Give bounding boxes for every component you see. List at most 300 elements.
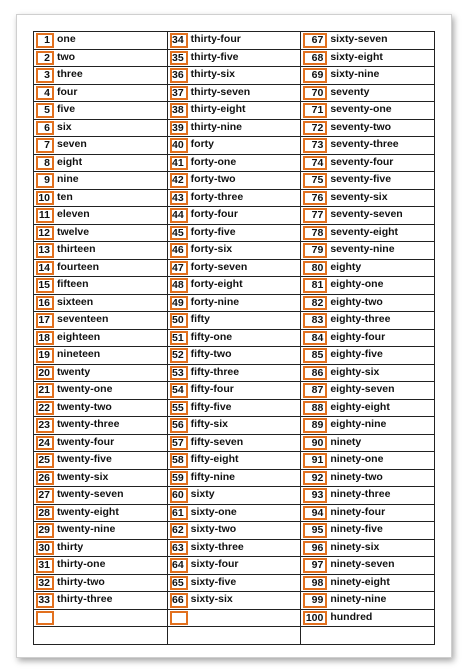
number-box: 23	[36, 418, 54, 433]
number-word: seven	[57, 138, 87, 150]
number-word: ninety-eight	[330, 575, 390, 588]
number-box: 5	[36, 103, 54, 118]
number-word: twenty-three	[57, 418, 120, 430]
table-row	[301, 505, 434, 523]
table-row	[301, 120, 434, 138]
number-word: ten	[57, 190, 73, 203]
table-row	[168, 277, 301, 295]
number-word: ninety-four	[330, 505, 386, 518]
number-word: eighty-six	[330, 365, 380, 378]
table-row	[301, 102, 434, 120]
number-box: 100	[303, 611, 327, 626]
number-box: 33	[36, 593, 54, 608]
number-box: 96	[303, 541, 327, 556]
table-row	[34, 242, 167, 260]
number-word: seventy-five	[330, 173, 392, 185]
number-box: 99	[303, 593, 327, 608]
number-box: 51	[170, 331, 188, 346]
table-row	[168, 592, 301, 610]
number-word: sixty-five	[190, 575, 237, 588]
table-row	[168, 155, 301, 173]
table-row	[301, 610, 434, 628]
number-word: ninety-six	[330, 540, 380, 553]
number-box: 20	[36, 366, 54, 381]
table-row	[301, 295, 434, 313]
number-box: 53	[170, 366, 188, 381]
table-row	[168, 50, 301, 68]
number-word: twenty-seven	[57, 488, 124, 500]
number-word: eight	[57, 155, 83, 168]
table-row	[168, 487, 301, 505]
number-word: sixty-three	[190, 540, 244, 553]
table-row	[168, 120, 301, 138]
number-box: 12	[36, 226, 54, 241]
number-word: twenty-six	[57, 470, 109, 483]
table-row	[34, 172, 167, 190]
number-box: 92	[303, 471, 327, 486]
number-word: fifty-three	[190, 365, 240, 378]
number-word: ninety-seven	[330, 558, 395, 570]
table-row	[34, 365, 167, 383]
number-word: ninety-nine	[330, 593, 387, 605]
number-box: 11	[36, 208, 54, 223]
table-row	[34, 540, 167, 558]
table-row	[34, 137, 167, 155]
table-row	[168, 85, 301, 103]
table-row	[168, 172, 301, 190]
table-row	[301, 137, 434, 155]
table-row	[34, 452, 167, 470]
number-box: 77	[303, 208, 327, 223]
number-word: two	[57, 50, 76, 63]
number-word: sixty-four	[190, 558, 239, 570]
number-word: eighty-two	[330, 295, 383, 308]
table-row	[301, 592, 434, 610]
number-word: thirty-two	[57, 575, 105, 588]
number-box: 69	[303, 68, 327, 83]
number-word: forty-seven	[190, 260, 248, 273]
number-box: 59	[170, 471, 188, 486]
number-word: fifty	[190, 313, 210, 325]
number-box: 89	[303, 418, 327, 433]
number-word: sixty	[190, 488, 215, 500]
column-2	[168, 32, 302, 644]
number-words-table	[33, 31, 435, 645]
number-box: 60	[170, 488, 188, 503]
number-box: 97	[303, 558, 327, 573]
number-word: fifty-six	[190, 418, 229, 430]
number-box: 67	[303, 33, 327, 48]
table-row	[168, 575, 301, 593]
number-box: 24	[36, 436, 54, 451]
number-word: five	[57, 103, 76, 115]
number-word: ninety	[330, 435, 362, 448]
number-box: 74	[303, 156, 327, 171]
table-row	[301, 277, 434, 295]
number-word: thirty-three	[57, 593, 113, 605]
table-row	[168, 102, 301, 120]
number-word: forty-six	[190, 243, 233, 255]
table-row	[301, 172, 434, 190]
table-row	[34, 312, 167, 330]
number-word: twenty-five	[57, 453, 112, 465]
table-row	[168, 557, 301, 575]
number-word: thirty-six	[190, 68, 236, 80]
table-row	[301, 242, 434, 260]
number-word: thirty-seven	[190, 85, 251, 98]
number-word: sixteen	[57, 295, 94, 308]
table-row	[168, 32, 301, 50]
number-word: thirty-one	[57, 558, 106, 570]
number-box: 3	[36, 68, 54, 83]
number-box: 44	[170, 208, 188, 223]
number-word: forty	[190, 138, 215, 150]
number-box: 2	[36, 51, 54, 66]
table-row	[168, 400, 301, 418]
number-box: 68	[303, 51, 327, 66]
number-word: thirty-nine	[190, 120, 243, 133]
number-box: 63	[170, 541, 188, 556]
number-word: sixty-one	[190, 505, 237, 518]
table-row	[34, 435, 167, 453]
number-word: forty-three	[190, 190, 244, 203]
number-word: sixty-nine	[330, 68, 380, 80]
table-row	[168, 417, 301, 435]
number-word: twenty-one	[57, 383, 113, 395]
table-row	[168, 242, 301, 260]
number-word: eighty-one	[330, 278, 384, 290]
number-word: thirty-four	[190, 33, 241, 45]
number-box: 13	[36, 243, 54, 258]
number-box: 81	[303, 278, 327, 293]
number-word: seventy-one	[330, 103, 392, 115]
table-row	[168, 225, 301, 243]
number-box: 45	[170, 226, 188, 241]
number-box: 54	[170, 383, 188, 398]
number-box: 70	[303, 86, 327, 101]
table-row	[34, 505, 167, 523]
table-row	[34, 225, 167, 243]
number-box: 76	[303, 191, 327, 206]
table-row	[168, 347, 301, 365]
table-row	[168, 522, 301, 540]
number-box: 31	[36, 558, 54, 573]
number-box: 66	[170, 593, 188, 608]
table-row	[301, 32, 434, 50]
table-row	[168, 365, 301, 383]
number-word: forty-five	[190, 225, 236, 238]
number-word: thirty-five	[190, 50, 239, 63]
number-word: seventy-seven	[330, 208, 403, 220]
table-row	[34, 330, 167, 348]
number-box: 71	[303, 103, 327, 118]
number-box: 90	[303, 436, 327, 451]
table-row	[34, 592, 167, 610]
number-word: sixty-six	[190, 593, 233, 605]
table-row	[301, 155, 434, 173]
table-row	[168, 435, 301, 453]
number-box: 26	[36, 471, 54, 486]
number-word: forty-four	[190, 208, 238, 220]
table-row	[168, 540, 301, 558]
number-word: seventeen	[57, 313, 109, 325]
table-row	[168, 610, 301, 628]
column-3	[301, 32, 434, 644]
table-row	[301, 330, 434, 348]
number-box: 42	[170, 173, 188, 188]
number-box: 52	[170, 348, 188, 363]
table-row	[34, 102, 167, 120]
number-box: 79	[303, 243, 327, 258]
number-box: 95	[303, 523, 327, 538]
number-box: 1	[36, 33, 54, 48]
number-box: 18	[36, 331, 54, 346]
number-box: 73	[303, 138, 327, 153]
number-box: 80	[303, 261, 327, 276]
table-row	[301, 347, 434, 365]
number-word: thirty	[57, 540, 84, 553]
number-box: 57	[170, 436, 188, 451]
number-word: sixty-two	[190, 523, 237, 535]
number-box: 37	[170, 86, 188, 101]
number-box: 15	[36, 278, 54, 293]
number-word: fifty-eight	[190, 453, 239, 465]
table-row	[34, 347, 167, 365]
table-row	[34, 155, 167, 173]
table-row	[34, 417, 167, 435]
number-word: seventy-nine	[330, 243, 395, 255]
table-row	[34, 120, 167, 138]
number-box: 7	[36, 138, 54, 153]
table-row	[168, 505, 301, 523]
number-box: 22	[36, 401, 54, 416]
table-row	[34, 85, 167, 103]
table-row	[301, 452, 434, 470]
number-word: nine	[57, 173, 79, 185]
number-box: 35	[170, 51, 188, 66]
number-box: 58	[170, 453, 188, 468]
number-word: fourteen	[57, 260, 99, 273]
number-word: eighty-seven	[330, 383, 395, 395]
number-word: eleven	[57, 208, 90, 220]
number-box: 27	[36, 488, 54, 503]
number-word: hundred	[330, 610, 373, 623]
table-row	[168, 67, 301, 85]
number-box: 93	[303, 488, 327, 503]
number-box: 75	[303, 173, 327, 188]
number-word: seventy-two	[330, 120, 392, 133]
table-row	[34, 400, 167, 418]
table-row	[34, 382, 167, 400]
number-word: forty-eight	[190, 278, 243, 290]
number-box: 84	[303, 331, 327, 346]
number-box: 49	[170, 296, 188, 311]
number-word: sixty-eight	[330, 50, 383, 63]
table-row	[301, 225, 434, 243]
number-word: eighty-four	[330, 330, 386, 343]
table-row	[301, 540, 434, 558]
number-box: 40	[170, 138, 188, 153]
number-box: 48	[170, 278, 188, 293]
table-row	[34, 557, 167, 575]
column-1	[34, 32, 168, 644]
table-row	[34, 50, 167, 68]
number-box: 36	[170, 68, 188, 83]
table-row	[301, 312, 434, 330]
number-word: eighty-three	[330, 313, 391, 325]
number-box: 62	[170, 523, 188, 538]
number-word: seventy-six	[330, 190, 388, 203]
number-word: twenty	[57, 365, 91, 378]
table-row	[301, 85, 434, 103]
number-box: 43	[170, 191, 188, 206]
number-word: fifty-nine	[190, 470, 235, 483]
number-word: twenty-four	[57, 435, 115, 448]
number-word: fifty-one	[190, 330, 233, 343]
number-word: seventy-eight	[330, 225, 399, 238]
number-word: fifty-four	[190, 383, 234, 395]
table-row	[301, 190, 434, 208]
number-box: 30	[36, 541, 54, 556]
number-word: fifty-five	[190, 400, 232, 413]
number-word: six	[57, 120, 72, 133]
number-box: 6	[36, 121, 54, 136]
number-box: 56	[170, 418, 188, 433]
table-row	[301, 382, 434, 400]
number-box: 83	[303, 313, 327, 328]
number-box: 91	[303, 453, 327, 468]
table-row	[168, 137, 301, 155]
table-row	[301, 417, 434, 435]
table-row	[168, 470, 301, 488]
number-box: 65	[170, 576, 188, 591]
table-row	[34, 190, 167, 208]
number-word: twenty-nine	[57, 523, 116, 535]
number-word: twelve	[57, 225, 90, 238]
number-word: thirty-eight	[190, 103, 246, 115]
number-box: 8	[36, 156, 54, 171]
number-word: forty-two	[190, 173, 236, 185]
table-row	[301, 470, 434, 488]
table-row	[301, 400, 434, 418]
number-word: forty-nine	[190, 295, 240, 308]
number-word: ninety-two	[330, 470, 383, 483]
number-word: one	[57, 33, 76, 45]
table-row	[168, 312, 301, 330]
number-box: 47	[170, 261, 188, 276]
table-row	[301, 207, 434, 225]
table-row	[168, 260, 301, 278]
number-box: 4	[36, 86, 54, 101]
number-box: 28	[36, 506, 54, 521]
table-row	[301, 487, 434, 505]
table-row	[301, 557, 434, 575]
number-box: 85	[303, 348, 327, 363]
number-word: forty-one	[190, 155, 237, 168]
number-word: ninety-three	[330, 488, 391, 500]
table-row	[301, 435, 434, 453]
number-box: 50	[170, 313, 188, 328]
table-row	[301, 575, 434, 593]
table-row	[301, 365, 434, 383]
table-row	[301, 67, 434, 85]
number-word: sixty-seven	[330, 33, 388, 45]
number-box: 94	[303, 506, 327, 521]
number-box: 9	[36, 173, 54, 188]
table-row	[34, 260, 167, 278]
number-box: 55	[170, 401, 188, 416]
number-word: seventy-four	[330, 155, 394, 168]
number-word: twenty-eight	[57, 505, 119, 518]
number-box: 82	[303, 296, 327, 311]
number-box: 64	[170, 558, 188, 573]
number-box: 14	[36, 261, 54, 276]
number-word: eighty-five	[330, 348, 383, 360]
number-box	[170, 611, 188, 626]
table-row	[168, 452, 301, 470]
number-box: 88	[303, 401, 327, 416]
number-word: eighty	[330, 260, 362, 273]
number-word: ninety-five	[330, 523, 383, 535]
number-word: twenty-two	[57, 400, 112, 413]
table-row	[301, 50, 434, 68]
number-box: 38	[170, 103, 188, 118]
number-word: eighteen	[57, 330, 101, 343]
table-row	[168, 382, 301, 400]
number-word: fifteen	[57, 278, 89, 290]
table-row	[34, 487, 167, 505]
number-box: 17	[36, 313, 54, 328]
number-box: 61	[170, 506, 188, 521]
number-box: 46	[170, 243, 188, 258]
number-box: 87	[303, 383, 327, 398]
number-box: 98	[303, 576, 327, 591]
table-row	[34, 67, 167, 85]
number-word: seventy	[330, 85, 370, 98]
table-row	[34, 575, 167, 593]
number-box: 19	[36, 348, 54, 363]
table-row	[34, 522, 167, 540]
number-word: eighty-nine	[330, 418, 387, 430]
table-row	[168, 207, 301, 225]
number-box: 21	[36, 383, 54, 398]
number-box	[36, 611, 54, 626]
number-word: thirteen	[57, 243, 96, 255]
worksheet-page	[16, 14, 452, 658]
number-box: 32	[36, 576, 54, 591]
number-box: 78	[303, 226, 327, 241]
number-box: 25	[36, 453, 54, 468]
number-box: 41	[170, 156, 188, 171]
number-word: eighty-eight	[330, 400, 390, 413]
table-row	[168, 295, 301, 313]
number-word: fifty-two	[190, 348, 232, 360]
table-row	[34, 277, 167, 295]
table-row	[34, 32, 167, 50]
number-word: nineteen	[57, 348, 101, 360]
number-box: 72	[303, 121, 327, 136]
number-word: four	[57, 85, 78, 98]
table-row	[168, 330, 301, 348]
number-box: 86	[303, 366, 327, 381]
number-word: three	[57, 68, 83, 80]
table-row	[34, 470, 167, 488]
table-row	[34, 295, 167, 313]
table-row	[301, 522, 434, 540]
table-row	[301, 260, 434, 278]
table-row	[168, 190, 301, 208]
number-word: seventy-three	[330, 138, 399, 150]
